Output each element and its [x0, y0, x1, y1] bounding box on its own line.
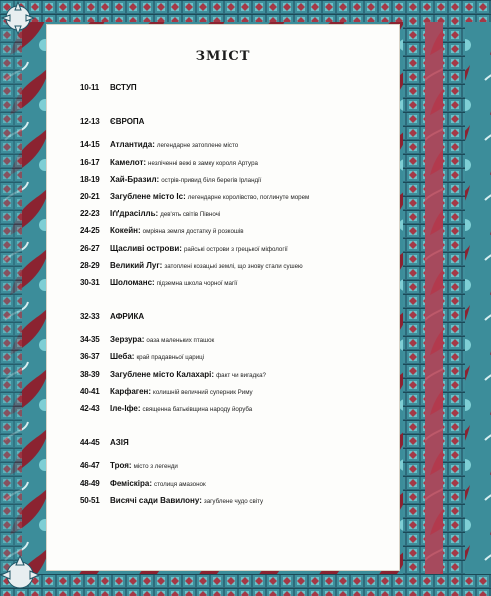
page-range: 16-17 — [80, 157, 100, 167]
page-range: 20-21 — [80, 191, 100, 201]
page-title: ЗМІСТ — [195, 49, 251, 64]
entry-description: колишній величний суперник Риму — [153, 388, 253, 396]
section-heading — [80, 83, 390, 100]
section-heading — [80, 117, 390, 134]
page-range: 46-47 — [80, 461, 100, 471]
page-range: 30-31 — [80, 277, 100, 287]
page-range: 22-23 — [80, 209, 100, 219]
page-range: 40-41 — [80, 386, 100, 396]
entry-name: Щасливі острови: — [110, 243, 182, 253]
page-range: 38-39 — [80, 369, 100, 379]
entry-name: Троя: — [110, 461, 132, 471]
entry-name: Камелот: — [110, 157, 147, 167]
entry-description: оаза маленьких пташок — [146, 337, 215, 345]
toc-entry — [80, 461, 390, 478]
toc-entry — [80, 140, 390, 157]
page-range: 10-11 — [80, 83, 100, 92]
entry-name: Феміскіра: — [110, 478, 152, 488]
entry-description: затоплені козацькі землі, що знову стали сушею — [164, 262, 303, 270]
page-range: 28-29 — [80, 260, 100, 270]
contents-page — [47, 25, 399, 570]
entry-name: Хай-Бразил: — [110, 174, 160, 184]
toc-entry — [80, 335, 390, 352]
entry-name: Шоломанс: — [110, 277, 155, 287]
section-heading — [80, 312, 390, 329]
entry-description: омріяна земля достатку й розкошів — [142, 228, 244, 236]
page-range: 26-27 — [80, 243, 100, 253]
entry-name: Карфаген: — [110, 386, 152, 396]
toc-entry — [80, 496, 390, 513]
entry-name: Атлантида: — [110, 140, 155, 150]
entry-description: райські острови з грецької міфології — [183, 245, 288, 253]
page-range: 48-49 — [80, 478, 100, 488]
entry-name: Висячі сади Вавилону: — [110, 495, 202, 505]
entry-name: Іґґдрасілль: — [110, 209, 159, 219]
toc-entry — [80, 387, 390, 404]
page-range: 34-35 — [80, 335, 100, 345]
toc-entry — [80, 244, 390, 261]
entry-description: край прадавньої цариці — [136, 354, 205, 362]
entry-name: Зерзура: — [110, 335, 145, 345]
page-range: 14-15 — [80, 140, 100, 150]
entry-description: підземна школа чорної магії — [156, 279, 238, 287]
entry-description: факт чи вигадка? — [216, 371, 266, 379]
page-range: 12-13 — [80, 117, 100, 127]
entry-name: Кокейн: — [110, 226, 141, 236]
section-title: АЗІЯ — [110, 438, 129, 448]
toc-entry — [80, 192, 390, 209]
page-range: 42-43 — [80, 404, 100, 413]
toc-entry — [80, 404, 390, 421]
section-title: АФРИКА — [110, 312, 145, 322]
entry-description: столиця амазонок — [154, 480, 206, 488]
entry-description: загублене чудо світу — [203, 497, 264, 505]
toc-entry — [80, 158, 390, 175]
toc-entry — [80, 479, 390, 496]
section-title: ЄВРОПА — [110, 117, 145, 127]
page-range: 24-25 — [80, 226, 100, 236]
page-range: 44-45 — [80, 438, 100, 448]
section-title: ВСТУП — [110, 83, 137, 92]
entry-description: незліченні вежі в замку короля Артура — [148, 159, 258, 167]
entry-description: легендарне затоплене місто — [156, 142, 239, 150]
toc-entry — [80, 175, 390, 192]
page-range: 32-33 — [80, 312, 100, 322]
toc-entry — [80, 370, 390, 387]
entry-name: Загублене місто Калахарі: — [110, 369, 215, 379]
entry-description: дев'ять світів Півночі — [160, 211, 221, 219]
toc-entry — [80, 209, 390, 226]
toc-entry — [80, 352, 390, 369]
entry-name: Шеба: — [110, 352, 135, 362]
page-range: 36-37 — [80, 352, 100, 362]
section-heading — [80, 438, 390, 455]
toc-entry — [80, 261, 390, 278]
toc-entry — [80, 226, 390, 243]
page-range: 50-51 — [80, 495, 100, 505]
entry-name: Загублене місто Іс: — [110, 191, 186, 201]
entry-name: Іле-Іфе: — [110, 404, 141, 413]
table-of-contents — [80, 83, 390, 513]
entry-name: Великий Луг: — [110, 260, 163, 270]
entry-description: священна батьківщина народу йоруба — [142, 406, 253, 413]
entry-description: легендарне королівство, поглинуте морем — [187, 193, 310, 201]
entry-description: острів-привид біля берегів Ірландії — [161, 176, 262, 184]
page-range: 18-19 — [80, 174, 100, 184]
entry-description: місто з легенди — [133, 463, 178, 471]
toc-entry — [80, 278, 390, 295]
